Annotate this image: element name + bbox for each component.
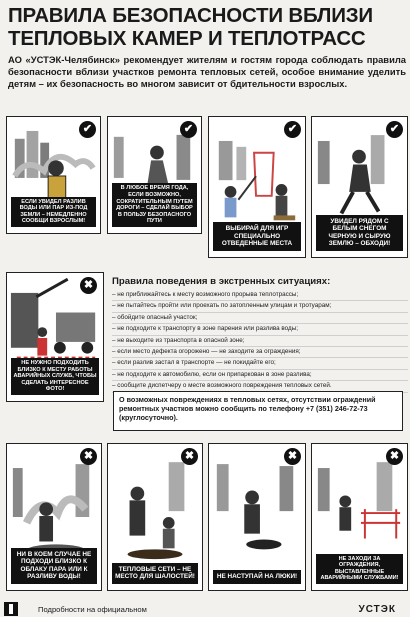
check-icon: ✔ — [79, 121, 96, 138]
company-logo: УСТЭК — [358, 604, 396, 615]
panel-caption: ЕСЛИ УВИДЕЛ РАЗЛИВ ВОДЫ ИЛИ ПАР ИЗ-ПОД ЗЕМЛИ – НЕМЕДЛЕННО СООБЩИ ВЗРОСЛЫМ! — [11, 197, 96, 227]
top-panel-1 — [6, 116, 101, 234]
panel-caption: УВИДЕЛ РЯДОМ С БЕЛЫМ СНЕГОМ ЧЕРНУЮ И СЫРУЮ ЗЕМЛЮ – ОБХОДИ! — [316, 215, 403, 251]
rule-item: – не подходите к транспорту в зоне парения или разлива воды; — [112, 324, 408, 335]
bottom-panel-3 — [208, 443, 306, 591]
panel-caption: НЕ НУЖНО ПОДХОДИТЬ БЛИЗКО К МЕСТУ РАБОТЫ АВАРИЙНЫХ СЛУЖБ, ЧТОБЫ СДЕЛАТЬ ИНТЕРЕСНОЕ ФОТО! — [11, 358, 99, 395]
cross-icon: ✖ — [284, 448, 301, 465]
top-panel-2 — [107, 116, 202, 234]
panel-caption: НЕ ЗАХОДИ ЗА ОГРАЖДЕНИЯ, ВЫСТАВЛЕННЫЕ АВАРИЙНЫМИ СЛУЖБАМИ! — [316, 554, 403, 584]
panel-caption: ТЕПЛОВЫЕ СЕТИ – НЕ МЕСТО ДЛЯ ШАЛОСТЕЙ! — [112, 563, 198, 584]
rule-item: – не пытайтесь пройти или проехать по затопленным улицам и тротуарам; — [112, 301, 408, 312]
panel-caption: НЕ НАСТУПАЙ НА ЛЮКИ! — [213, 570, 301, 584]
cross-icon: ✖ — [80, 277, 97, 294]
qr-code-icon[interactable] — [4, 602, 18, 616]
panel-caption: НИ В КОЕМ СЛУЧАЕ НЕ ПОДХОДИ БЛИЗКО К ОБЛАКУ ПАРА ИЛИ К РАЗЛИВУ ВОДЫ! — [11, 548, 97, 584]
top-panel-3 — [208, 116, 306, 258]
intro-text: АО «УСТЭК-Челябинск» рекомендует жителям и гостям города соблюдать правила безопасности вблизи участков ремонта тепловых сетей, особое внимание уделить детям – их безопасность во многом зависит от бдительности взрослых. — [8, 54, 406, 90]
top-panel-4 — [311, 116, 408, 258]
check-icon: ✔ — [386, 121, 403, 138]
check-icon: ✔ — [180, 121, 197, 138]
mid-panel — [6, 272, 104, 402]
rule-item: – если место дефекта огорожено — не заходите за ограждения; — [112, 347, 408, 358]
bottom-panel-4 — [311, 443, 408, 591]
bottom-panel-2 — [107, 443, 203, 591]
rule-item: – обойдите опасный участок; — [112, 313, 408, 324]
cross-icon: ✖ — [386, 448, 403, 465]
hotline-notice: О возможных повреждениях в тепловых сетях, отсутствии ограждений ремонтных участков можно сообщить по телефону +7 (351) 246-72-73 (круглосуточно). — [113, 391, 403, 431]
cross-icon: ✖ — [181, 448, 198, 465]
rule-item: – если разлив застал в транспорте — не покидайте его; — [112, 358, 408, 369]
rules-list — [112, 290, 408, 393]
rule-item: – не выходите из транспорта в опасной зоне; — [112, 336, 408, 347]
page-title: ПРАВИЛА БЕЗОПАСНОСТИ ВБЛИЗИ ТЕПЛОВЫХ КАМЕР И ТЕПЛОТРАСС — [8, 4, 373, 50]
panel-caption: ВЫБИРАЙ ДЛЯ ИГР СПЕЦИАЛЬНО ОТВЕДЕННЫЕ МЕСТА — [213, 222, 301, 251]
rule-item: – не приближайтесь к месту возможного прорыва теплотрассы; — [112, 290, 408, 301]
cross-icon: ✖ — [80, 448, 97, 465]
panel-caption: В ЛЮБОЕ ВРЕМЯ ГОДА, ЕСЛИ ВОЗМОЖНО, СОКРАТИТЕЛЬНЫМ ПУТЕМ ДОРОГИ – СДЕЛАЙ ВЫБОР В ПОЛЬЗУ БЕЗОПАСНОГО ПУТИ — [112, 183, 197, 227]
bottom-panel-1 — [6, 443, 102, 591]
footer-text: Подробности на официальном — [38, 605, 147, 614]
rule-item: – сообщите диспетчеру о месте возможного повреждения тепловых сетей. — [112, 381, 408, 392]
rule-item: – не подходите к автомобилю, если он припаркован в зоне разлива; — [112, 370, 408, 381]
check-icon: ✔ — [284, 121, 301, 138]
emergency-rules — [112, 276, 408, 393]
rules-heading: Правила поведения в экстренных ситуациях: — [112, 276, 331, 287]
illustration-manhole — [209, 444, 305, 590]
